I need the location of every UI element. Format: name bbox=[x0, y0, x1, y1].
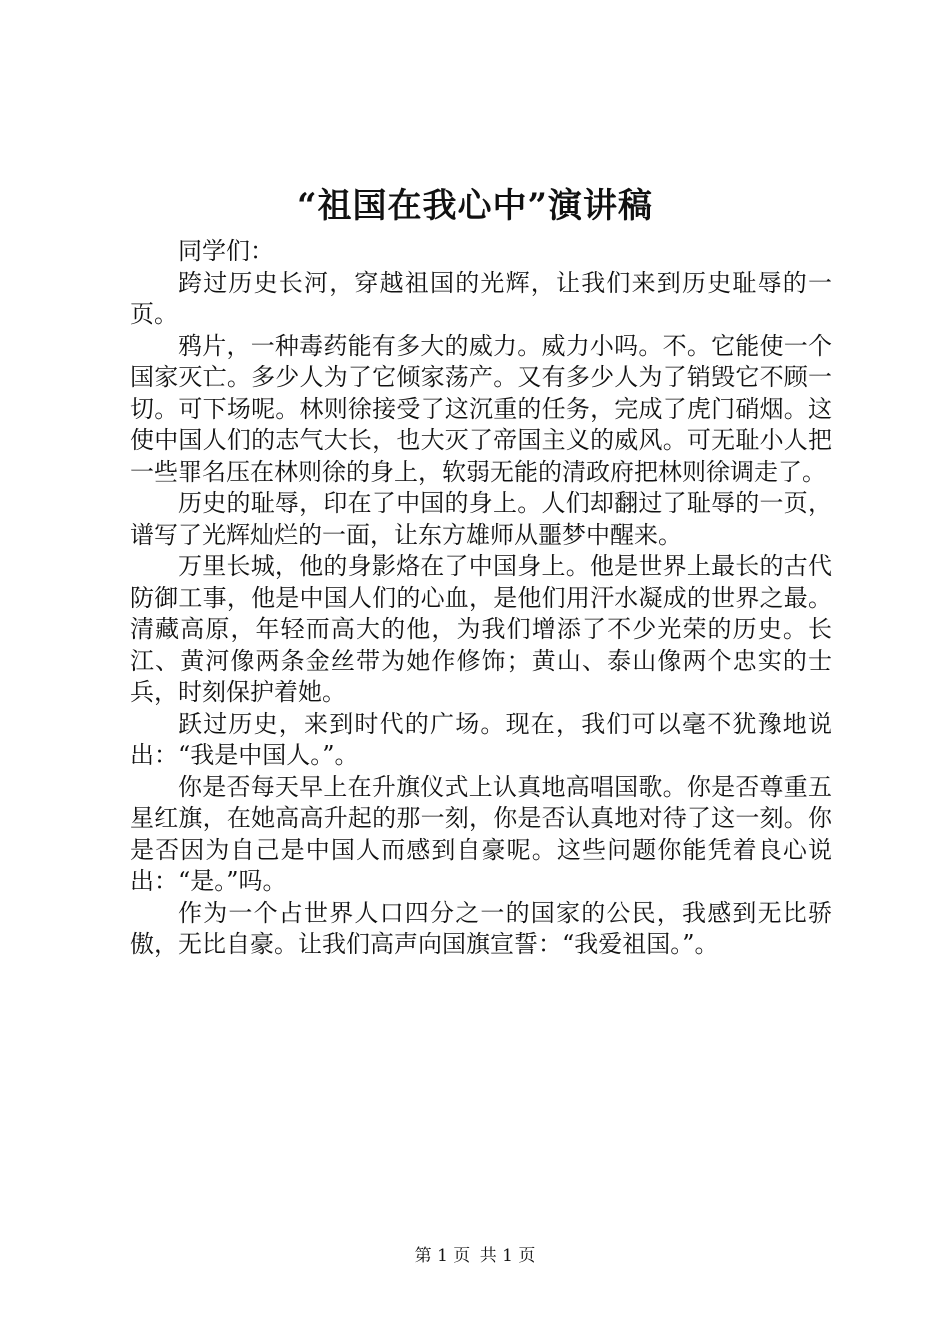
paragraph: 历史的耻辱，印在了中国的身上。人们却翻过了耻辱的一页，谱写了光辉灿烂的一面，让东方雄师从噩梦中醒来。 bbox=[130, 489, 832, 549]
paragraph: 作为一个占世界人口四分之一的国家的公民，我感到无比骄傲，无比自豪。让我们高声向国旗宣誓：“我爱祖国。”。 bbox=[130, 898, 832, 958]
paragraph: 跨过历史长河，穿越祖国的光辉，让我们来到历史耻辱的一页。 bbox=[130, 268, 832, 328]
paragraph-greeting: 同学们： bbox=[178, 237, 274, 265]
document-body bbox=[130, 236, 832, 961]
page-number: 第 1 页 bbox=[414, 1246, 471, 1266]
paragraph: 跃过历史，来到时代的广场。现在，我们可以毫不犹豫地说出：“我是中国人。”。 bbox=[130, 709, 832, 769]
page-total: 共 1 页 bbox=[479, 1246, 536, 1266]
paragraph: 鸦片，一种毒药能有多大的威力。威力小吗。不。它能使一个国家灭亡。多少人为了它倾家荡产。又有多少人为了销毁它不顾一切。可下场呢。林则徐接受了这沉重的任务，完成了虎门硝烟。这使中国人们的志气大长，也大灭了帝国主义的威风。可无耻小人把一些罪名压在林则徐的身上，软弱无能的清政府把林则徐调走了。 bbox=[130, 331, 832, 486]
paragraph: 万里长城，他的身影烙在了中国身上。他是世界上最长的古代防御工事，他是中国人们的心血，是他们用汗水凝成的世界之最。清藏高原，年轻而高大的他，为我们增添了不少光荣的历史。长江、黄河像两条金丝带为她作修饰；黄山、泰山像两个忠实的士兵，时刻保护着她。 bbox=[130, 552, 832, 706]
document-title: “祖国在我心中”演讲稿 bbox=[296, 186, 654, 226]
paragraph: 你是否每天早上在升旗仪式上认真地高唱国歌。你是否尊重五星红旗，在她高高升起的那一刻，你是否认真地对待了这一刻。你是否因为自己是中国人而感到自豪呢。这些问题你能凭着良心说出：“是。”吗。 bbox=[130, 772, 832, 895]
page-footer bbox=[0, 1244, 950, 1268]
